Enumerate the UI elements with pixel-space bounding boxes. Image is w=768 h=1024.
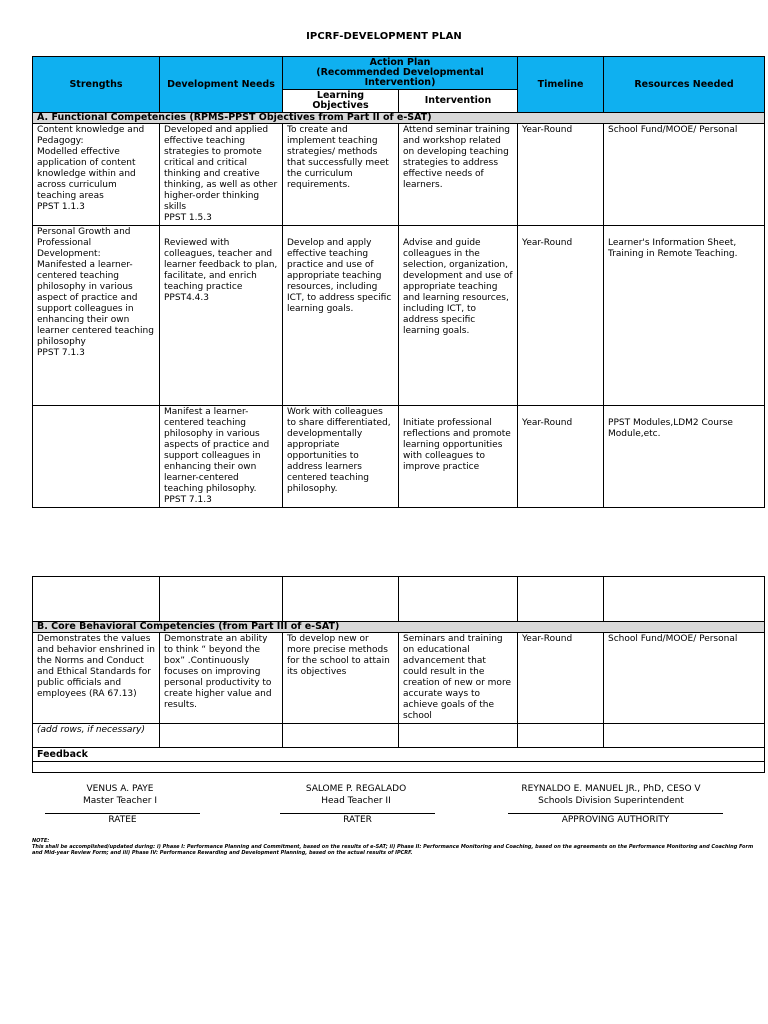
resources-cell: School Fund/MOOE/ Personal (604, 124, 765, 226)
empty-cell (283, 724, 399, 748)
approver-role: APPROVING AUTHORITY (561, 815, 670, 825)
page-title: IPCRF-DEVELOPMENT PLAN (306, 31, 462, 42)
header-intervention: Intervention (399, 90, 518, 113)
intervention-cell: Attend seminar training and workshop related on developing teaching strategies to address effective needs of learners. (399, 124, 518, 226)
intervention-cell: Advise and guide colleagues in the selection, organization, development and use of appropriate teaching and learning resources, including ICT, to address specific learning goals. (399, 226, 518, 406)
header-timeline: Timeline (518, 57, 604, 113)
rater-name: SALOME P. REGALADO (305, 784, 407, 794)
ratee-name: VENUS A. PAYE (86, 784, 154, 794)
header-action-plan: Action Plan (Recommended Developmental Intervention) (283, 57, 518, 90)
section-functional-competencies: A. Functional Competencies (RPMS-PPST Objectives from Part II of e-SAT) (33, 113, 765, 124)
empty-cell (399, 577, 518, 622)
header-learning-objectives: Learning Objectives (283, 90, 399, 113)
rater-signature-line (280, 813, 435, 814)
empty-cell (160, 724, 283, 748)
rater-signatory (276, 783, 436, 807)
learning-objectives-cell: Work with colleagues to share differentiated, developmentally appropriate opportunities to address learners centered teaching philosophy. (283, 406, 399, 508)
learning-objectives-cell: To develop new or more precise methods for the school to attain its objectives (283, 633, 399, 724)
add-rows-note: (add rows, if necessary) (33, 724, 160, 748)
empty-cell (604, 577, 765, 622)
ratee-signature-line (45, 813, 200, 814)
development-needs-cell: Developed and applied effective teaching strategies to promote critical and critical thinking and creative thinking, as well as other higher-order thinking skills PPST 1.5.3 (160, 124, 283, 226)
ratee-position: Master Teacher I (82, 796, 158, 806)
empty-cell (518, 577, 604, 622)
intervention-cell: Seminars and training on educational advancement that could result in the creation of new or more accurate ways to achieve goals of the school (399, 633, 518, 724)
strengths-cell: Demonstrates the values and behavior enshrined in the Norms and Conduct and Ethical Standards for public officials and employees (RA 67.13) (33, 633, 160, 724)
core-behavioral-table (32, 576, 765, 773)
approver-position: Schools Division Superintendent (538, 796, 684, 806)
feedback-label: Feedback (33, 748, 765, 762)
development-needs-cell: Manifest a learner-centered teaching philosophy in various aspects of practice and support colleagues in enhancing their own learner-centered teaching philosophy. PPST 7.1.3 (160, 406, 283, 508)
feedback-content (33, 762, 765, 773)
timeline-cell: Year-Round (518, 406, 604, 508)
approver-name: REYNALDO E. MANUEL JR., PhD, CESO V (521, 784, 701, 794)
resources-cell: PPST Modules,LDM2 Course Module,etc. (604, 406, 765, 508)
resources-cell: School Fund/MOOE/ Personal (604, 633, 765, 724)
empty-cell (33, 577, 160, 622)
ratee-signatory (40, 783, 200, 807)
development-needs-cell: Demonstrate an ability to think “ beyond the box” .Continuously focuses on improving personal productivity to create higher value and results. (160, 633, 283, 724)
note-label: NOTE: (32, 838, 50, 844)
empty-cell (518, 724, 604, 748)
note-text: This shall be accomplished/updated during: i) Phase I: Performance Planning and Commitment, based on the results of e-SAT; ii) Phase II: Performance Monitoring and Coaching, based on the agreements on the Performance Monitoring and Coaching Form and Mid-year Review Form; and iii) Phase IV: Performance Rewarding and Development Planning, based on the actual results of IPCRF. (32, 844, 754, 856)
empty-cell (283, 577, 399, 622)
strengths-cell: Content knowledge and Pedagogy: Modelled effective application of content knowledge within and across curriculum teaching areas PPST 1.1.3 (33, 124, 160, 226)
strengths-cell: Personal Growth and Professional Development: Manifested a learner-centered teaching philosophy in various aspect of practice and support colleagues in enhancing their own learner centered teaching philosophy PPST 7.1.3 (33, 226, 160, 406)
approver-signature-line (508, 813, 723, 814)
approver-signatory (506, 783, 716, 807)
development-plan-table (32, 56, 765, 508)
header-strengths: Strengths (33, 57, 160, 113)
empty-cell (160, 577, 283, 622)
intervention-cell: Initiate professional reflections and promote learning opportunities with colleagues to improve practice (399, 406, 518, 508)
strengths-cell (33, 406, 160, 508)
empty-cell (604, 724, 765, 748)
development-needs-cell: Reviewed with colleagues, teacher and learner feedback to plan, facilitate, and enrich teaching practice PPST4.4.3 (160, 226, 283, 406)
ratee-role: RATEE (108, 815, 137, 825)
rater-position: Head Teacher II (321, 796, 391, 806)
header-development-needs: Development Needs (160, 57, 283, 113)
empty-cell (399, 724, 518, 748)
timeline-cell: Year-Round (518, 226, 604, 406)
timeline-cell: Year-Round (518, 124, 604, 226)
section-core-behavioral: B. Core Behavioral Competencies (from Part III of e-SAT) (33, 622, 765, 633)
timeline-cell: Year-Round (518, 633, 604, 724)
resources-cell: Learner's Information Sheet, Training in Remote Teaching. (604, 226, 765, 406)
footnote (32, 838, 760, 856)
rater-role: RATER (343, 815, 372, 825)
learning-objectives-cell: Develop and apply effective teaching practice and use of appropriate teaching resources, including ICT, to address specific learning goals. (283, 226, 399, 406)
header-resources-needed: Resources Needed (604, 57, 765, 113)
learning-objectives-cell: To create and implement teaching strategies/ methods that successfully meet the curriculum requirements. (283, 124, 399, 226)
